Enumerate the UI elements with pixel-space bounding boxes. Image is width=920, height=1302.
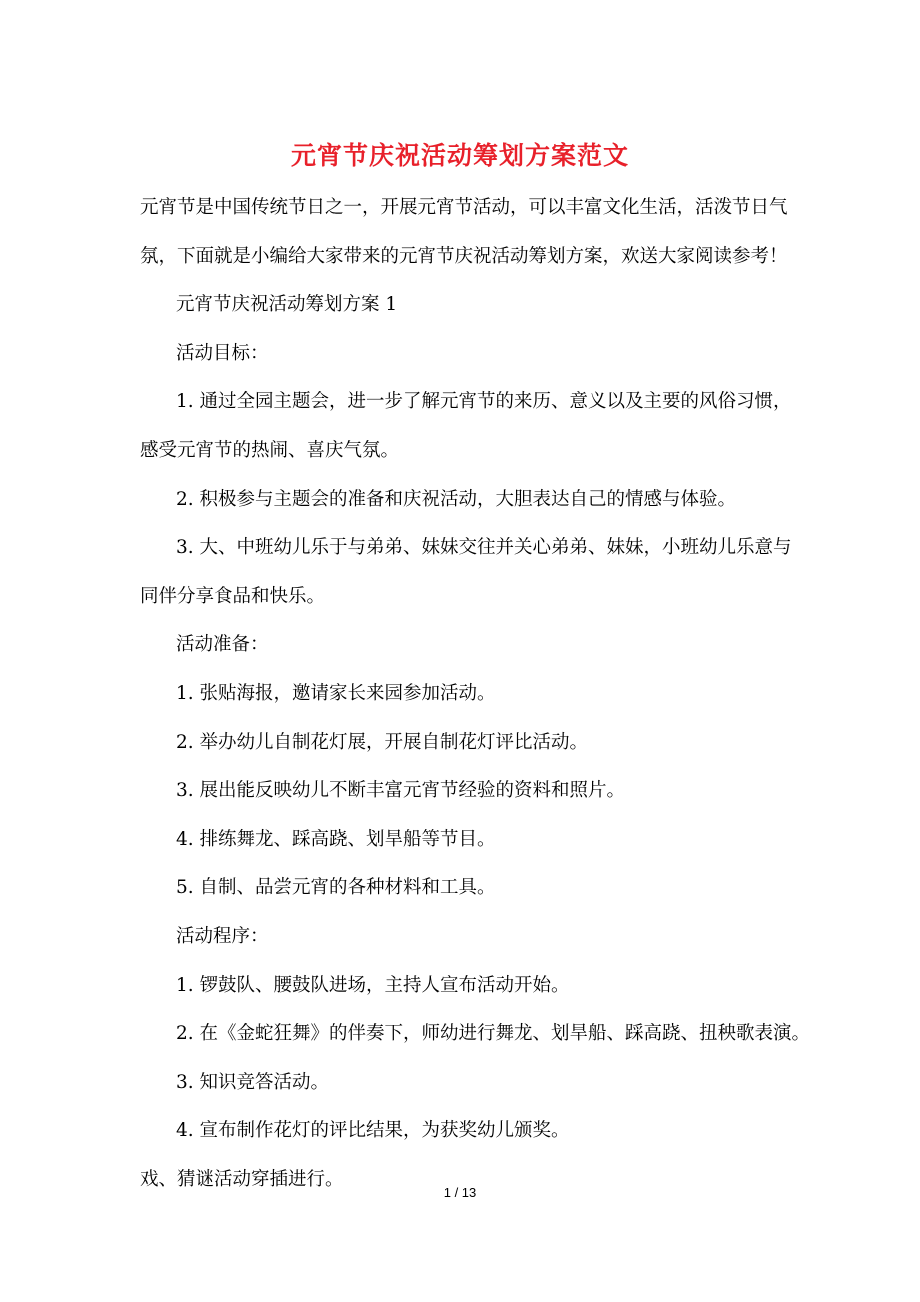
document-title: 元宵节庆祝活动筹划方案范文 — [290, 141, 629, 170]
paragraph-line: 元宵节是中国传统节日之一，开展元宵节活动，可以丰富文化生活，活泼节日气 — [140, 197, 788, 218]
page-indicator: 1 / 13 — [443, 1185, 477, 1200]
list-item: 4. 排练舞龙、踩高跷、划旱船等节目。 — [176, 828, 496, 850]
list-item: 2. 举办幼儿自制花灯展，开展自制花灯评比活动。 — [176, 731, 589, 753]
list-item: 1. 锣鼓队、腰鼓队进场，主持人宣布活动开始。 — [176, 974, 570, 996]
list-item: 5. 自制、品尝元宵的各种材料和工具。 — [176, 877, 496, 899]
document-body — [140, 184, 811, 1204]
list-item-continuation: 同伴分享食品和快乐。 — [140, 585, 326, 607]
list-item: 3. 知识竞答活动。 — [176, 1071, 330, 1093]
list-item: 2. 在《金蛇狂舞》的伴奏下，师幼进行舞龙、划旱船、踩高跷、扭秧歌表演。 — [176, 1023, 811, 1045]
list-item: 1. 通过全园主题会，进一步了解元宵节的来历、意义以及主要的风俗习惯， — [176, 391, 792, 413]
list-item: 3. 展出能反映幼儿不断丰富元宵节经验的资料和照片。 — [176, 780, 626, 802]
list-item: 4. 宣布制作花灯的评比结果，为获奖幼儿颁奖。 — [176, 1120, 570, 1142]
list-item: 2. 积极参与主题会的准备和庆祝活动，大胆表达自己的情感与体验。 — [176, 488, 737, 510]
list-item-continuation: 感受元宵节的热闹、喜庆气氛。 — [140, 439, 400, 461]
section-heading: 活动准备： — [176, 634, 269, 656]
list-item: 1. 张贴海报，邀请家长来园参加活动。 — [176, 682, 496, 704]
paragraph-line: 氛，下面就是小编给大家带来的元宵节庆祝活动筹划方案，欢送大家阅读参考！ — [140, 245, 788, 267]
list-item: 3. 大、中班幼儿乐于与弟弟、妹妹交往并关心弟弟、妹妹，小班幼儿乐意与 — [176, 537, 792, 559]
section-heading: 活动程序： — [176, 925, 269, 947]
section-heading: 活动目标： — [176, 342, 269, 364]
paragraph-line: 戏、猜谜活动穿插进行。 — [140, 1168, 344, 1190]
section-heading: 元宵节庆祝活动筹划方案 1 — [176, 294, 398, 316]
